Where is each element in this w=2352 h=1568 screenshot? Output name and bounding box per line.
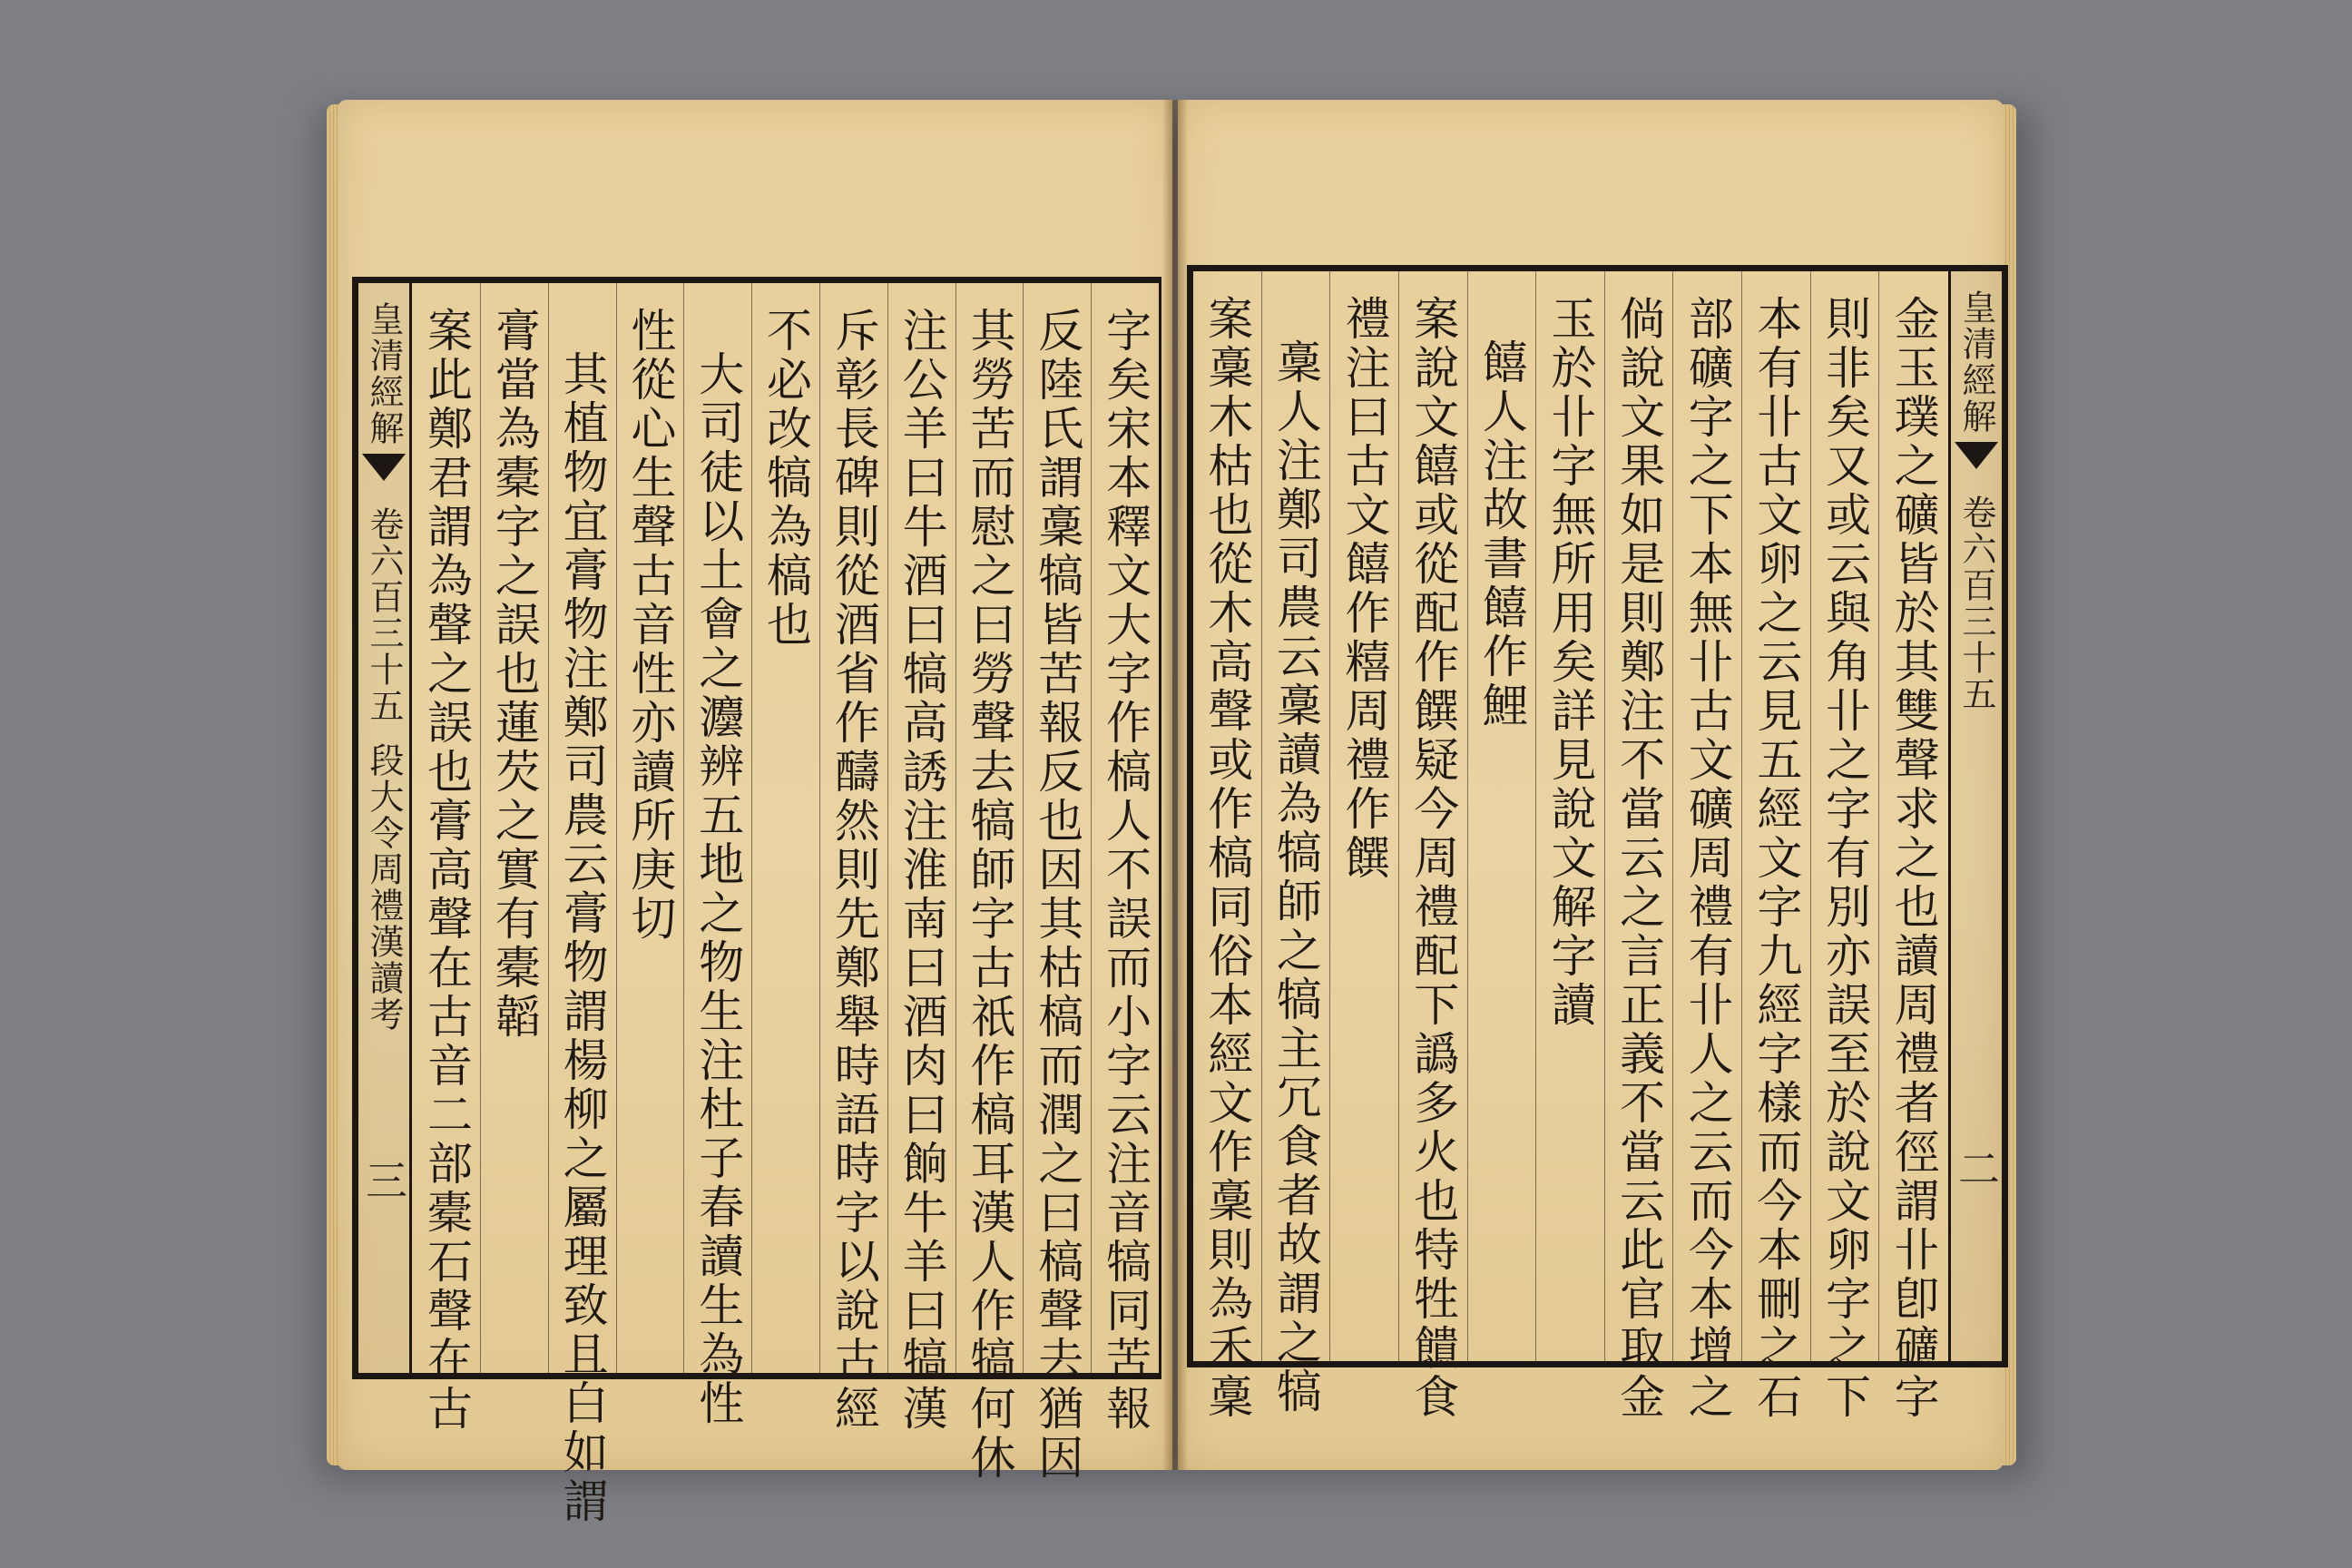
right-columns: [1193, 271, 1947, 1422]
column-text: 本有卝古文卵之云見五經文字九經字樣而今本刪之石: [1749, 295, 1803, 1422]
column-text: 部礦字之下本無卝古文礦周禮有卝人之云而今本增之: [1681, 295, 1734, 1422]
column-text: 饎人注故書饎作鯉: [1475, 338, 1528, 730]
column-text: 則非矣又或云與角卝之字有別亦誤至於說文卵字之下: [1818, 295, 1872, 1422]
fishtail-mark-icon: [1955, 442, 1998, 469]
column-text: 案說文饎或從配作饌疑今周禮配下譌多火也特牲饋食: [1406, 295, 1460, 1422]
column-text: 注公羊曰牛酒曰犒高誘注淮南曰酒肉曰餉牛羊曰犒漢: [895, 307, 948, 1434]
left-banxin: [358, 283, 412, 1373]
text-column: [413, 283, 480, 1434]
column-text: 玉於卝字無所用矣詳見說文解字讀: [1544, 295, 1597, 1030]
text-column: [1672, 271, 1741, 1422]
left-banxin-title: 皇清經解: [364, 301, 404, 446]
left-banxin-volume: 卷六百三十五: [364, 506, 404, 724]
text-column: [1023, 283, 1091, 1483]
text-column: [1193, 271, 1261, 1422]
book-gutter: [1163, 100, 1187, 1470]
text-column: [819, 283, 887, 1434]
column-text: 不必改犒為槁也: [760, 307, 813, 650]
column-text: 案稾木枯也從木高聲或作槁同俗本經文作稾則為禾稾: [1200, 295, 1254, 1422]
right-banxin-title: 皇清經解: [1956, 289, 1996, 435]
column-text: 膏當為橐字之誤也蓮芡之實有橐韜: [487, 307, 541, 1042]
text-column: [1604, 271, 1673, 1422]
left-banxin-book: 段大令周禮漢讀考: [364, 742, 404, 1033]
left-columns: [413, 283, 1159, 1526]
text-column: [548, 283, 616, 1526]
column-text: 稾人注鄭司農云稾讀為犒師之犒主冗食者故謂之犒: [1269, 338, 1322, 1416]
text-column: [751, 283, 819, 1373]
text-column: [1467, 271, 1536, 1361]
text-column: [887, 283, 956, 1434]
column-text: 倘說文果如是則鄭注不當云之言正義不當云此官取金: [1612, 295, 1666, 1422]
left-page-number: 三: [359, 1159, 408, 1200]
column-text: 案此鄭君謂為聲之誤也膏高聲在古音二部橐石聲在古: [419, 307, 473, 1434]
text-column: [480, 283, 548, 1373]
right-text-frame: [1187, 265, 2008, 1422]
column-text: 斥彰長碑則從酒省作醻然則先鄭舉時語時字以說古經: [827, 307, 880, 1434]
right-page-number: 二: [1952, 1147, 2001, 1189]
text-column: [956, 283, 1024, 1483]
text-column: [1261, 271, 1330, 1416]
text-column: [1810, 271, 1879, 1422]
text-column: [1741, 271, 1810, 1422]
fishtail-mark-icon: [362, 454, 406, 481]
column-text: 禮注曰古文饎作糦周禮作饌: [1338, 295, 1391, 883]
column-text: 金玉璞之礦皆於其雙聲求之也讀周禮者徑謂卝卽礦字: [1886, 295, 1940, 1422]
left-text-frame: [352, 277, 1161, 1526]
right-banxin: [1948, 271, 2002, 1361]
column-text: 其植物宜膏物注鄭司農云膏物謂楊柳之屬理致且白如謂: [555, 350, 609, 1526]
text-column: [683, 283, 751, 1428]
column-text: 性從心生聲古音性亦讀所庚切: [623, 307, 677, 944]
column-text: 其勞苦而慰之曰勞聲去犒師字古祇作槁耳漢人作犒何休: [963, 307, 1016, 1483]
column-text: 反陸氏謂稾犒皆苦報反也因其枯槁而潤之曰槁聲去猶因: [1031, 307, 1084, 1483]
text-column: [1398, 271, 1467, 1422]
text-column: [1329, 271, 1398, 1361]
text-column: [616, 283, 684, 1373]
column-text: 大司徒以土會之灋辨五地之物生注杜子春讀生為性: [691, 350, 745, 1428]
text-column: [1535, 271, 1604, 1361]
text-column: [1091, 283, 1159, 1434]
text-column: [1878, 271, 1947, 1422]
column-text: 字矣宋本釋文大字作槁人不誤而小字云注音犒同苦報: [1099, 307, 1152, 1434]
right-banxin-volume: 卷六百三十五: [1956, 495, 1996, 712]
